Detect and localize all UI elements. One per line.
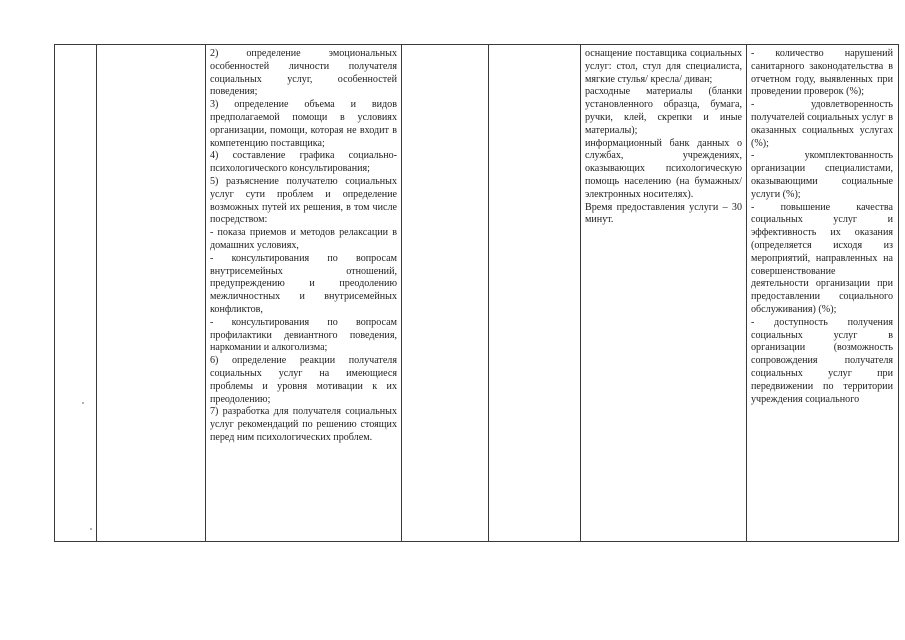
indicator-item: - удовлетворенность получателей социальных услуг в оказанных социальных услугах (%); [751,99,893,149]
indicator-item: - доступность получения социальных услуг в организации (возможность сопровождения получателя социальных услуг при передвижении по территории учреждения социального [751,316,893,405]
condition-item: Время предоставления услуги – 30 минут. [585,201,742,226]
service-item: 5) разъяснение получателю социальных услуг сути проблем и определение возможных путей их решения, в том числе посредством: [210,175,397,226]
services-cell [210,48,397,540]
conditions-cell [585,48,742,538]
column-divider [401,44,402,542]
scan-speck [90,528,92,530]
indicator-item: - повышение качества социальных услуг и эффективность их оказания (определяется исходя из мероприятий, направленных на совершенствование деятельности организации при предоставлении социального обслуживания) (%); [751,201,893,315]
condition-item: информационный банк данных о службах, учреждениях, оказывающих психологическую помощь населению (на бумажных/электронных носителях). [585,137,742,200]
service-item: 7) разработка для получателя социальных услуг рекомендаций по решению стоящих перед ним психологических проблем. [210,406,397,443]
scan-speck [82,402,84,404]
service-item: 4) составление графика социально-психологического консультирования; [210,150,397,175]
column-divider [746,44,747,542]
column-divider [205,44,206,542]
service-item: - консультирования по вопросам профилактики девиантного поведения, наркомании и алкоголизма; [210,316,397,354]
indicator-item: - укомплектованность организации специалистами, оказывающими социальные услуги (%); [751,150,893,200]
table-bottom-border [54,541,899,542]
column-divider [96,44,97,542]
column-divider [488,44,489,542]
condition-item: расходные материалы (бланки установленного образца, бумага, ручки, клей, скрепки и иные материалы); [585,86,742,136]
service-item: 6) определение реакции получателя социальных услуг на имеющиеся проблемы и уровня мотивации к их преодолению; [210,355,397,405]
service-item: 3) определение объема и видов предполагаемой помощи в условиях организации, помощи, которая не входит в компетенцию поставщика; [210,99,397,149]
service-item: - показа приемов и методов релаксации в домашних условиях, [210,227,397,251]
indicator-item: - количество нарушений санитарного законодательства в отчетном году, выявленных при проведении проверок (%); [751,48,893,98]
condition-item: оснащение поставщика социальных услуг: стол, стул для специалиста, мягкие стулья/ кресла/ диван; [585,48,742,85]
table-top-border [54,44,899,45]
service-item: 2) определение эмоциональных особенностей личности получателя социальных услуг, особенностей поведения; [210,48,397,98]
table-border-left [54,44,55,542]
indicators-cell [751,48,893,539]
column-divider [580,44,581,542]
service-item: - консультирования по вопросам внутрисемейных отношений, предупреждению и преодолению межличностных и внутрисемейных конфликтов, [210,252,397,315]
table-border-right [898,44,899,542]
